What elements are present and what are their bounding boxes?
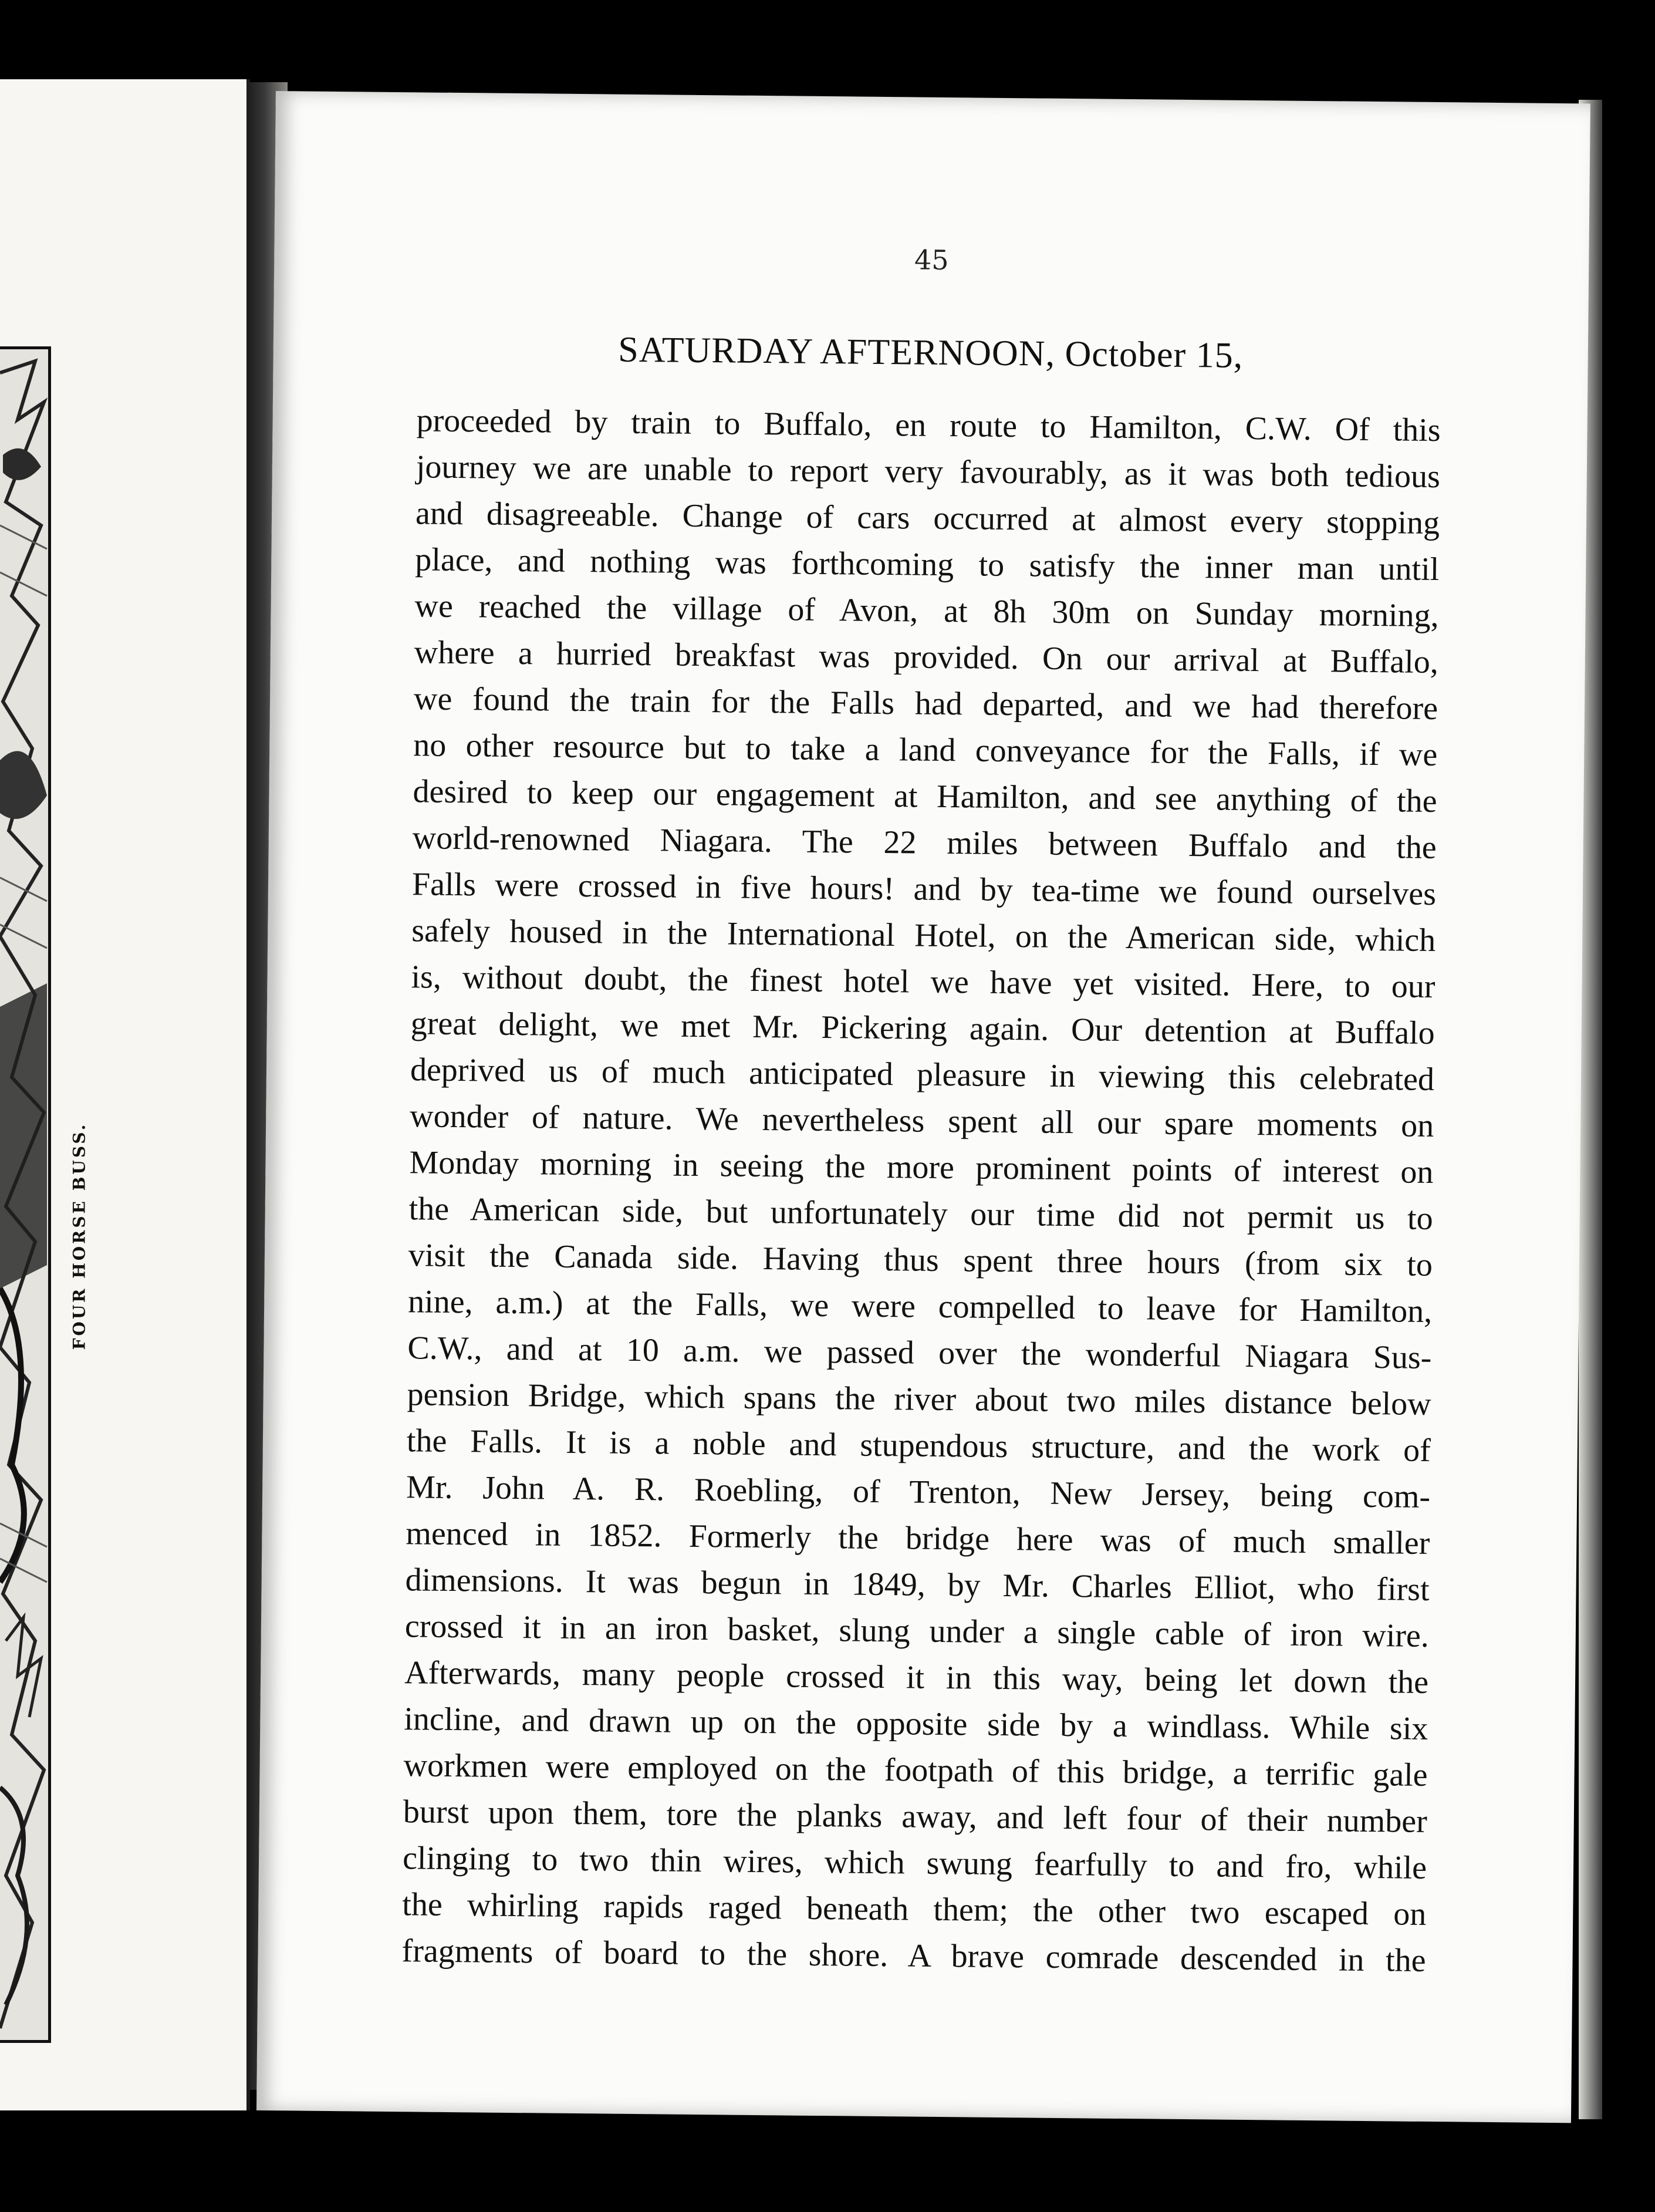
engraving-plate-edge xyxy=(0,346,51,2043)
text-line: Mr. John A. R. Roebling, of Trenton, New Jersey, being com- xyxy=(406,1469,1431,1515)
facing-page xyxy=(0,79,250,2110)
text-line: no other resource but to take a land conveyance for the Falls, if we xyxy=(413,727,1438,774)
text-line: place, and nothing was forthcoming to satisfy the inner man until xyxy=(415,541,1440,588)
text-line: Monday morning in seeing the more prominent points of interest on xyxy=(409,1144,1434,1191)
text-line: dimensions. It was begun in 1849, by Mr. Charles Elliot, who first xyxy=(405,1562,1430,1608)
text-line: journey we are unable to report very favourably, as it was both tedious xyxy=(416,449,1441,495)
text-line: fragments of board to the shore. A brave comrade descended in the xyxy=(401,1933,1426,1979)
text-line: desired to keep our engagement at Hamilton, and see anything of the xyxy=(413,773,1437,820)
body-paragraph xyxy=(401,397,1441,1984)
text-line: proceeded by train to Buffalo, en route to Hamilton, C.W. Of this xyxy=(416,402,1441,449)
text-page xyxy=(256,91,1590,2123)
plate-caption-text: FOUR HORSE BUSS. xyxy=(69,1122,89,1350)
text-line: crossed it in an iron basket, slung under a single cable of iron wire. xyxy=(404,1608,1430,1654)
text-line: Falls were crossed in five hours! and by tea-time we found ourselves xyxy=(411,866,1437,913)
text-line: and disagreeable. Change of cars occurred at almost every stopping xyxy=(415,495,1440,542)
text-line: the whirling rapids raged beneath them; the other two escaped on xyxy=(402,1886,1427,1933)
engraving-illustration xyxy=(0,349,48,2040)
text-line: we reached the village of Avon, at 8h 30m on Sunday morning, xyxy=(414,588,1439,635)
text-line: we found the train for the Falls had departed, and we had therefore xyxy=(413,680,1438,727)
text-line: Afterwards, many people crossed it in this way, being let down the xyxy=(404,1654,1429,1701)
text-line: great delight, we met Mr. Pickering again. Our detention at Buffalo xyxy=(410,1005,1435,1052)
text-line: safely housed in the International Hotel, on the American side, which xyxy=(411,912,1436,959)
page-number: 45 xyxy=(914,244,949,276)
text-line: workmen were employed on the footpath of this bridge, a terrific gale xyxy=(403,1747,1428,1793)
text-line: the Falls. It is a noble and stupendous structure, and the work of xyxy=(406,1422,1431,1469)
text-line: nine, a.m.) at the Falls, we were compelled to leave for Hamilton, xyxy=(407,1283,1433,1330)
section-heading: SATURDAY AFTERNOON, October 15, xyxy=(618,329,1244,376)
text-line: menced in 1852. Formerly the bridge here was of much smaller xyxy=(406,1515,1430,1562)
text-line: clinging to two thin wires, which swung fearfully to and fro, while xyxy=(402,1840,1427,1886)
text-line: deprived us of much anticipated pleasure in viewing this celebrated xyxy=(410,1051,1435,1098)
text-line: where a hurried breakfast was provided. On our arrival at Buffalo, xyxy=(414,634,1439,681)
text-line: pension Bridge, which spans the river about two miles distance below xyxy=(407,1376,1431,1422)
text-line: incline, and drawn up on the opposite side by a windlass. While six xyxy=(404,1701,1428,1747)
text-line: wonder of nature. We nevertheless spent all our spare moments on xyxy=(409,1098,1434,1145)
text-line: burst upon them, tore the planks away, and left four of their number xyxy=(403,1793,1428,1840)
text-line: visit the Canada side. Having thus spent three hours (from six to xyxy=(408,1237,1433,1284)
text-line: world-renowned Niagara. The 22 miles between Buffalo and the xyxy=(412,820,1437,866)
plate-caption xyxy=(53,1101,106,1371)
text-line: C.W., and at 10 a.m. we passed over the wonderful Niagara Sus- xyxy=(407,1330,1432,1377)
text-line: is, without doubt, the finest hotel we have yet visited. Here, to our xyxy=(411,959,1436,1006)
text-line: the American side, but unfortunately our time did not permit us to xyxy=(408,1191,1433,1237)
